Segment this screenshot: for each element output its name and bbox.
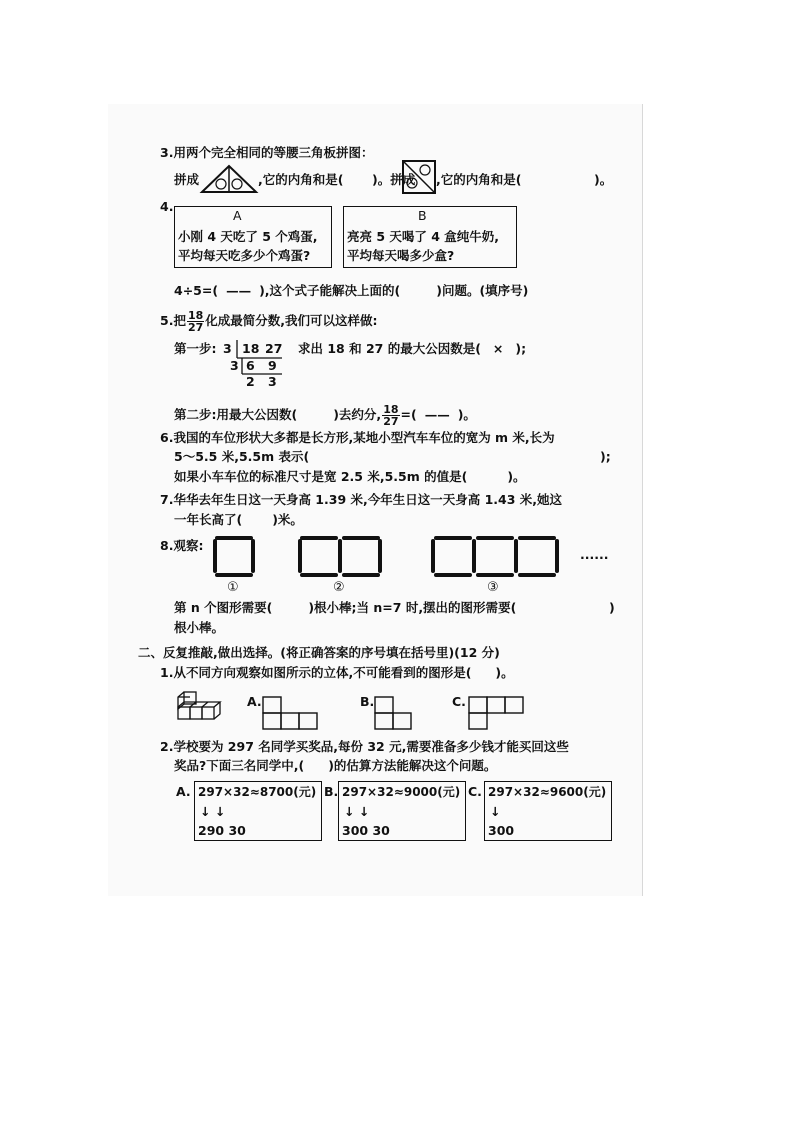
p2q1-option-b-figure: [374, 696, 414, 730]
q8-line1-b: )根小棒;当 n=7 时,摆出的图形需要(: [308, 600, 517, 615]
stick: [476, 536, 514, 540]
stick: [518, 536, 556, 540]
p2q2-option-b-values: 300 30: [342, 823, 390, 838]
q5-divisor-1: 3: [223, 341, 232, 356]
p2q2-line2-b: )的估算方法能解决这个问题。: [328, 758, 497, 773]
q5-divisor-2: 3: [230, 358, 239, 373]
stick: [300, 573, 338, 577]
q5-numerator-2: 18: [383, 403, 399, 416]
p2q2-option-b-arrows: ↓ ↓: [344, 804, 370, 819]
q4-fraction-blank: ——: [226, 283, 252, 298]
q5-step2-line: [174, 404, 476, 427]
q8-label: 8.观察:: [160, 538, 204, 553]
q5-suffix: 化成最简分数,我们可以这样做:: [205, 313, 378, 328]
q5-eq: =(: [400, 407, 417, 422]
q5-gcd-end: );: [515, 341, 527, 356]
q3-title: 3.用两个完全相同的等腰三角板拼图：: [160, 145, 374, 160]
q3-text-2: ,它的内角和是(: [258, 172, 344, 187]
q5-row1-b: 27: [265, 341, 283, 356]
stick: [342, 573, 380, 577]
stick: [476, 573, 514, 577]
q8-line1-end: ): [609, 600, 615, 615]
p2q2-option-c-values: 300: [488, 823, 515, 838]
stick: [213, 539, 217, 573]
q5-step1-label: 第一步:: [174, 341, 217, 356]
q5-denominator-2: 27: [383, 415, 399, 428]
p2q1-end: )。: [495, 665, 514, 680]
q4-eq-end: )问题。(填序号): [436, 283, 529, 298]
q8-fig2-label: ②: [333, 580, 345, 595]
q7-line2-end: )米。: [272, 512, 303, 527]
q4-equation: [174, 282, 528, 300]
q5-intro: [160, 310, 378, 333]
p2q2-line2-a: 奖品?下面三名同学中,(: [174, 758, 305, 773]
q6-line3-text: 如果小车车位的标准尺寸是宽 2.5 米,5.5m 的值是(: [174, 469, 468, 484]
q6-line3-end: )。: [507, 469, 526, 484]
stick: [518, 573, 556, 577]
q7-line1: 7.华华去年生日这一天身高 1.39 米,今年生日这一天身高 1.43 米,她这: [160, 492, 563, 507]
p2q2-option-b-expr: 297×32≈9000(元): [342, 785, 461, 799]
p2q2-option-c-expr: 297×32≈9600(元): [488, 785, 607, 799]
q5-fraction-2: [382, 404, 399, 427]
q5-row2-b: 9: [268, 358, 277, 373]
q3-text-3: )。拼成: [372, 172, 416, 187]
stick: [215, 573, 253, 577]
stick: [514, 539, 518, 573]
q4-box-a-line1: 小刚 4 天吃了 5 个鸡蛋,: [178, 229, 318, 244]
q8-line1-a: 第 n 个图形需要(: [174, 600, 273, 615]
q3-text-1: 拼成: [174, 172, 200, 187]
triangle-combo-figure-2: [402, 160, 436, 194]
p2q1-prompt: 1.从不同方向观察如图所示的立体,不可能看到的图形是(: [160, 665, 472, 680]
q8-line1: [174, 599, 516, 617]
q8-fig3-label: ③: [487, 580, 499, 595]
p2q2-line2: [174, 757, 496, 775]
stick: [300, 536, 338, 540]
p2q2-option-a-letter: A.: [176, 784, 191, 799]
stick: [215, 536, 253, 540]
stick: [378, 539, 382, 573]
q3-text-5: )。: [594, 172, 613, 187]
q5-prefix: 5.把: [160, 313, 186, 328]
q5-gcd-text: 求出 18 和 27 的最大公因数是(: [298, 341, 481, 356]
q5-step2-text-b: )去约分,: [333, 407, 382, 422]
q5-row2-a: 6: [246, 358, 255, 373]
stick: [251, 539, 255, 573]
q5-numerator: 18: [187, 309, 204, 322]
stick: [434, 536, 472, 540]
p2q1-option-c-figure: [468, 696, 526, 730]
q8-fig1-label: ①: [227, 580, 239, 595]
p2q2-line1: 2.学校要为 297 名同学买奖品,每份 32 元,需要准备多少钱才能买回这些: [160, 739, 569, 754]
p2q2-option-b-letter: B.: [324, 784, 339, 799]
p2q1-option-a-label: A.: [247, 694, 262, 709]
q3-text-4: ,它的内角和是(: [436, 172, 522, 187]
stick: [338, 539, 342, 573]
p2q1-option-a-figure: [262, 696, 320, 730]
stick: [342, 536, 380, 540]
q4-box-b-line2: 平均每天喝多少盒?: [347, 248, 455, 263]
q4-eq-prefix: 4÷5=(: [174, 283, 219, 298]
q4-box-a-label: A: [233, 208, 242, 223]
stick: [431, 539, 435, 573]
p2q2-option-a-values: 290 30: [198, 823, 246, 838]
q5-gcd-mark: ×: [492, 341, 504, 356]
q5-gcd-line: [298, 340, 526, 358]
q6-line2a: 5～5.5 米,5.5m 表示(: [174, 449, 310, 464]
part2-title: 二、反复推敲,做出选择。(将正确答案的序号填在括号里)(12 分): [138, 645, 500, 660]
q6-line3: [174, 468, 526, 486]
p2q2-option-a-arrows: ↓ ↓: [200, 804, 226, 819]
stick: [434, 573, 472, 577]
p2q1-text: [160, 664, 514, 682]
stick: [298, 539, 302, 573]
q6-line2b: );: [600, 449, 611, 464]
q8-ellipsis: ......: [580, 547, 609, 562]
q4-number: 4.: [160, 199, 174, 214]
q4-eq-suffix: ),这个式子能解决上面的(: [259, 283, 401, 298]
q4-box-a-line2: 平均每天吃多少个鸡蛋?: [178, 248, 311, 263]
q7-line2: [174, 511, 303, 529]
p2q1-option-b-label: B.: [360, 694, 375, 709]
q5-denominator: 27: [187, 321, 204, 334]
stick: [472, 539, 476, 573]
q5-answer-blank: ——: [424, 407, 450, 422]
q5-row3-b: 3: [268, 374, 277, 389]
q5-row3-a: 2: [246, 374, 255, 389]
q4-box-b-line1: 亮亮 5 天喝了 4 盒纯牛奶,: [347, 229, 500, 244]
q4-box-b-label: B: [418, 208, 427, 223]
p2q2-option-c-arrows: ↓: [490, 804, 501, 819]
triangle-combo-figure-1: [200, 164, 258, 194]
q7-line2-text: 一年长高了(: [174, 512, 243, 527]
cube-stack-figure: [174, 690, 228, 722]
q5-fraction: [187, 310, 204, 333]
q8-line2: 根小棒。: [174, 620, 225, 635]
stick: [555, 539, 559, 573]
q5-row1-a: 18: [242, 341, 260, 356]
p2q2-option-c-letter: C.: [468, 784, 482, 799]
p2q2-option-a-expr: 297×32≈8700(元): [198, 785, 317, 799]
p2q1-option-c-label: C.: [452, 694, 466, 709]
q5-step2-text: 第二步:用最大公因数(: [174, 407, 298, 422]
q6-line1: 6.我国的车位形状大多都是长方形,某地小型汽车车位的宽为 m 米,长为: [160, 430, 555, 445]
q5-end: )。: [457, 407, 476, 422]
